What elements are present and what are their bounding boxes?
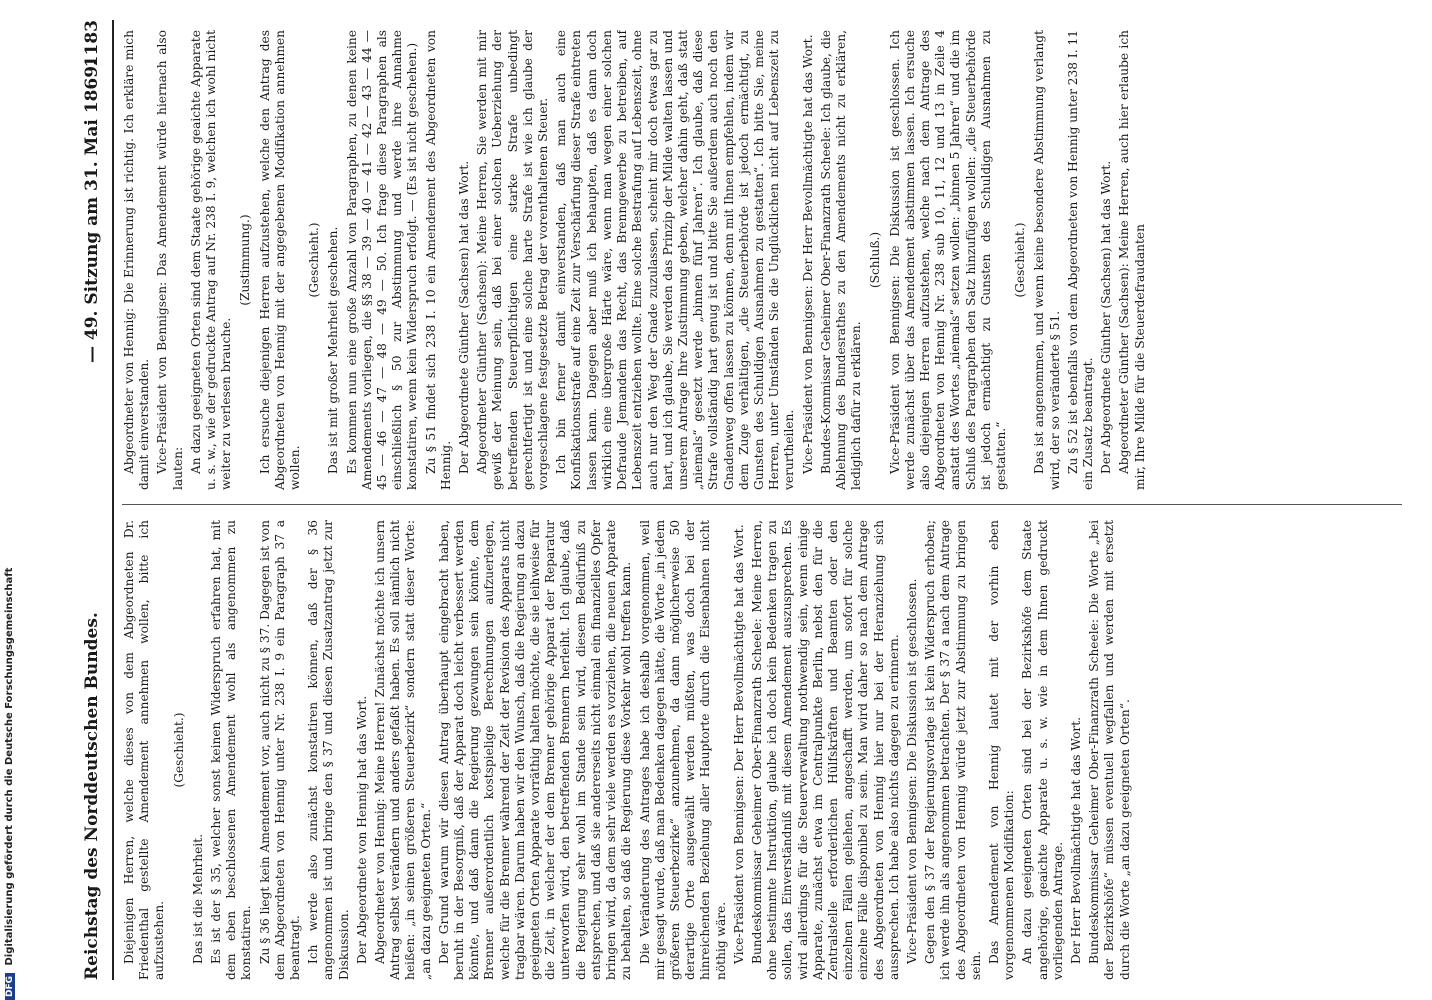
stage-direction: (Geschieht.): [1013, 222, 1028, 298]
paragraph: Ich bin ferner damit einverstanden, daß man auch eine Konfiskationsstrafe auf eine Zeit zur Verschärfung dieser Strafe eintreten lassen kann. Dagegen aber muß ich behaupten, daß es dann doch wirklich eine übergroße Härte wäre, wenn man wegen einer solchen Defraude Jemandem das Recht, das Brenngewerbe zu betreiben, auf Lebenszeit entziehen wollte. Eine solche Bestrafung auf Lebenszeit, ohne auch nur den Weg der Gnade zuzulassen, scheint mir doch etwas gar zu hart, und ich glaube, Sie werden das Prinzip der Milde walten lassen und unserem Antrage Ihre Zustimmung geben, welcher dahin geht, daß statt „niemals“ gesetzt werde „binnen fünf Jahren“. Ich glaube, daß diese Strafe vollständig hart genug ist und bitte Sie außerdem auch noch den Gnadenweg offen lassen zu können, denn mit Ihnen empfehlen, indem wir dem Zuge verhältigen, „die Steuerbehörde ist jedoch ermächtigt, zu Gunsten des Schuldigen Ausnahmen zu gestatten“. Ich bitte Sie, meine Herren, unter Umständen Sie die Unglücklichen nicht auf Lebenszeit zu verurtheilen.: [554, 30, 797, 490]
column-divider: [122, 504, 1402, 505]
paragraph: Bundeskommissar Geheimer Ober-Finanzrath Scheele: Meine Herren, ohne bestimmte Instruktion, glaube ich doch kein Bedenken tragen zu sollen, das Einverständniß mit diesem Amendement auszusprechen. Es wird allerdings für die Steuerverwaltung nothwendig sein, wenn einige Apparate, zunächst etwa im Centralpunkte Berlin, nebst den für die Zentralstelle erforderlichen Hülfskräften und Beamten oder den einzelnen Fällen geliehen, angeschafft werden, um sofort für solche einzelne Fälle disponibel zu sein. Man wird daher so nach dem Antrage des Abgeordneten von Hennig hier nur bei der Heranziehung sich aussprechen. Ich habe also nichts dagegen zu erinnern.: [749, 520, 901, 980]
paragraph: Ich werde also zunächst konstatiren können, daß der § 36 angenommen ist und bringe den § 37 und diesen Zusatzantrag jetzt zur Diskussion.: [306, 520, 351, 980]
paragraph: Das Amendement von Hennig lautet mit der vorhin eben vorgenommenen Modifikation:: [986, 520, 1017, 980]
paragraph: Zu § 51 findet sich 238 I. 10 ein Amendement des Abgeordneten von Hennig.: [423, 30, 453, 490]
paragraph: Gegen den § 37 der Regierungsvorlage ist kein Widerspruch erhoben; ich werde ihn als angenommen betrachten. Der § 37 a nach dem Antrage des Abgeordneten von Hennig würde jetzt zur Abstimmung zu bringen sein.: [923, 520, 983, 980]
paragraph: Der Abgeordnete Günther (Sachsen) hat das Wort.: [457, 160, 472, 474]
left-column: [122, 520, 1412, 980]
digitization-credit: [4, 568, 15, 1000]
dfg-logo: DFG: [5, 973, 15, 1000]
paragraph: Ich ersuche diejenigen Herren aufzustehen, welche den Antrag des Abgeordneten von Hennig mit der angegebenen Modifikation annehmen wollen.: [257, 30, 303, 490]
paragraph: Abgeordneter von Hennig: Die Erinnerung ist richtig. Ich erkläre mich damit einverstanden.: [122, 30, 152, 490]
paragraph: Vice-Präsident von Bennigsen: Das Amendement würde hiernach also lauten:: [155, 30, 185, 490]
paragraph: Das ist die Mehrheit.: [190, 834, 205, 964]
document-page: [62, 0, 1422, 1000]
stage-direction: (Geschieht.): [307, 222, 322, 298]
paragraph: Das ist mit großer Mehrheit geschehen.: [326, 226, 341, 474]
stage-direction: (Zustimmung.): [238, 214, 253, 306]
paragraph: Diejenigen Herren, welche dieses von dem Abgeordneten Dr. Friedenthal gestellte Amendement annehmen wollen, bitte ich aufzustehen.: [122, 520, 167, 980]
header-left: Reichstag des Norddeutschen Bundes.: [82, 612, 102, 980]
paragraph: Es kommen nun eine große Anzahl von Paragraphen, zu denen keine Amendements vorliegen, die §§ 38 — 39 — 40 — 41 — 42 — 43 — 44 — 45 — 46 — 47 — 48 — 49 — 50. Ich frage diese Paragraphen als einschließlich § 50 zur Abstimmung und werde ihre Annahme konstatiren, wenn kein Widerspruch erfolgt. — (Es ist nicht geschehen.): [344, 30, 420, 490]
paragraph: Vice-Präsident von Bennigsen: Der Herr Bevollmächtigte hat das Wort.: [731, 524, 746, 964]
paragraph: Der Herr Bevollmächtigte hat das Wort.: [1068, 716, 1083, 964]
paragraph: Es ist der § 35, welcher sonst keinen Widerspruch erfahren hat, mit dem eben beschlossenen Amendement wohl als angenommen zu konstatiren.: [209, 520, 254, 980]
paragraph: Bundes-Kommissar Geheimer Ober-Finanzrath Scheele: Ich glaube, die Ablehnung des Bundesrathes zu den Amendements nicht zu erklären, lediglich dafür zu erklären.: [818, 30, 864, 490]
paragraph: Vice-Präsident von Bennigsen: Die Diskussion ist geschlossen. Ich werde zunächst über das Amendement abstimmen lassen. Ich ersuche also diejenigen Herren aufzustehen, welche nach dem Antrage des Abgeordneten von Hennig Nr. 238 sub 10, 11, 12 und 13 in Zeile 4 anstatt des Wortes „niemals“ setzen wollen: „binnen 5 Jahren“ und die im Schluß des Paragraphen den Satz hinzufügen wollen: „die Steuerbehörde ist jedoch ermächtigt zu Gunsten des Schuldigen Ausnahmen zu gestatten.“: [887, 30, 1008, 490]
paragraph: Vice-Präsident von Bennigsen: Der Herr Bevollmächtigte hat das Wort.: [800, 34, 815, 474]
header-right: — 49. Sitzung am 31. Mai 1869.: [82, 60, 102, 364]
paragraph: An dazu geeigneten Orten sind bei der Bezirkshöfe dem Staate angehörige, geaichte Apparate u. s. w. wie in dem Ihnen gedruckt vorliegenden Antrage.: [1020, 520, 1065, 980]
paragraph: Bundeskommissar Geheimer Ober-Finanzrath Scheele: Die Worte „bei der Bezirkshöfe“ müssen eventuell wegfallen und werden mit ersetzt durch die Worte „an dazu geeigneten Orten“.: [1087, 520, 1132, 980]
credit-text: Digitalisierung gefördert durch die Deutsche Forschungsgemeinschaft: [4, 567, 15, 966]
paragraph: Der Abgeordnete Günther (Sachsen) hat das Wort.: [1099, 160, 1114, 474]
paragraph: Abgeordneter von Hennig: Meine Herren! Zunächst möchte ich unsern Antrag selbst verändern und anders gefaßt haben. Es soll nämlich nicht heißen: „in seinen größeren Steuerbezirk“ sondern statt dieser Worte: „an dazu geeigneten Orten.“: [373, 520, 433, 980]
page-header: [72, 20, 114, 980]
paragraph: Abgeordneter Günther (Sachsen): Meine Herren, auch hier erlaube ich mir, Ihre Milde für die Steuerdefraudanten: [1117, 30, 1147, 490]
stage-direction: (Schluß.): [868, 231, 883, 289]
paragraph: Der Grund warum wir diesen Antrag überhaupt eingebracht haben, beruht in der Besorgniß, daß der Apparat doch leicht verbessert werden könnte, und daß dann die Regierung gezwungen sein könnte, dem Brenner außerordentlich kostspielige Berechnungen aufzuerlegen, welche für die Brenner während der Zeit der Revision des Apparats nicht tragbar wären. Darum haben wir den Wunsch, daß die Regierung an dazu geeigneten Orten Apparate vorräthig halten möchte, die sie leihweise für die Zeit, in welcher der dem Brenner gehörige Apparat der Reparatur unterworfen wird, den betreffenden Brennern herleiht. Ich glaube, daß die Regierung sehr wohl im Stande sein wird, diesem Bedürfniß zu entsprechen, und daß sie andererseits nicht einmal ein finanzielles Opfer bringen wird, da dem sehr viele werden es vorziehen, die neuen Apparate zu behalten, so daß die Regierung diese Vorkehr wohl treffen kann.: [436, 520, 634, 980]
right-column: [122, 30, 1412, 490]
paragraph: An dazu geeigneten Orten sind dem Staate gehörige geaichte Apparate u. s. w., wie der gedruckte Antrag auf Nr. 238 I. 9, welchen ich wohl nicht weiter zu verlesen brauche.: [188, 30, 234, 490]
paragraph: Der Abgeordnete von Hennig hat das Wort.: [354, 695, 369, 964]
page-number: 1183: [82, 20, 102, 68]
paragraph: Zu § 52 ist ebenfalls von dem Abgeordneten von Hennig unter 238 I. 11 ein Zusatz beantragt.: [1065, 30, 1095, 490]
stage-direction: (Geschieht.): [171, 712, 186, 788]
paragraph: Abgeordneter Günther (Sachsen): Meine Herren, Sie werden mit mir gewiß der Meinung sein, daß bei einer solchen Ueberziehung der betreffenden Steuerpflichtigen eine starke Strafe unbedingt gerechtfertigt ist und eine solche harte Strafe ist wie ich glaube der vorgeschlagene festgesetzte Betrag der vorenthaltenen Steuer.: [475, 30, 551, 490]
paragraph: Vice-Präsident von Bennigsen: Die Diskussion ist geschlossen.: [904, 578, 919, 964]
paragraph: Das ist angenommen, und wenn keine besondere Abstimmung verlangt wird, der so veränderte § 51.: [1032, 30, 1062, 490]
paragraph: Die Veränderung des Antrages habe ich deshalb vorgenommen, weil mir gesagt wurde, daß man Bedenken dagegen hätte, die Worte „in jedem größeren Steuerbezirke“ anzunehmen, da dann möglicherweise 50 derartige Orte ausgewählt werden müßten, was doch bei der hinreichenden Beziehung aller Hauptorte durch die Eisenbahnen nicht nöthig wäre.: [637, 520, 728, 980]
paragraph: Zu § 36 liegt kein Amendement vor, auch nicht zu § 37. Dagegen ist von dem Abgeordneten von Hennig unter Nr. 238 I. 9 ein Paragraph 37 a beantragt.: [257, 520, 303, 980]
